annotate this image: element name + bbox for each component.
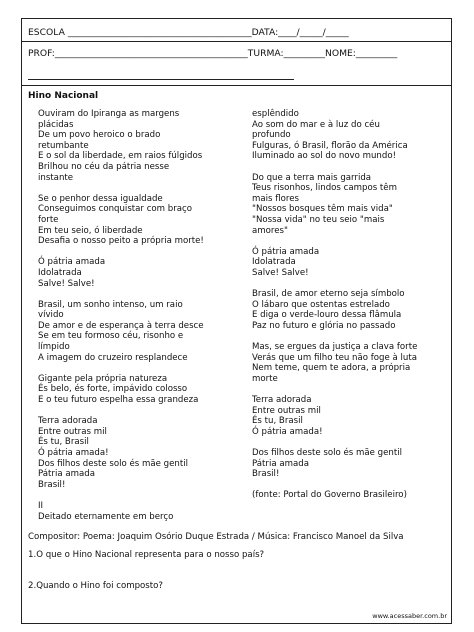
- right-lyrics-column: [252, 109, 417, 512]
- lyric-line: (fonte: Portal do Governo Brasileiro): [252, 490, 407, 501]
- lyric-line: Salve! Salve!: [252, 267, 309, 278]
- lyric-line: És tu, Brasil: [38, 437, 89, 448]
- lyric-line: Entre outras mil: [38, 426, 107, 437]
- lyric-line: Paz no futuro e glória no passado: [252, 320, 396, 331]
- stanza: [38, 194, 204, 247]
- lyric-line: Verás que um filho teu não foge à luta: [252, 352, 417, 363]
- lyric-line: instante: [38, 172, 74, 183]
- lyric-line: Ouviram do Ipiranga as margens: [38, 109, 180, 119]
- lyric-line: profundo: [252, 130, 291, 141]
- section-divider: [22, 85, 451, 86]
- stanza: [252, 109, 417, 162]
- lyric-line: Se o penhor dessa igualdade: [38, 193, 163, 204]
- lyric-line: Brasil!: [38, 479, 66, 490]
- lyric-line: Salve! Salve!: [38, 278, 95, 289]
- stanza: [252, 490, 417, 501]
- left-lyrics-column: [38, 109, 204, 533]
- lyric-line: Desafia o nosso peito a própria morte!: [38, 236, 204, 247]
- stanza: [252, 342, 417, 384]
- lyric-line: amores": [252, 225, 288, 236]
- lyric-line: Deitado eternamente em berço: [38, 511, 174, 522]
- lyric-line: Conseguimos conquistar com braço: [38, 204, 193, 215]
- question-1: 1.O que o Hino Nacional representa para o nosso país?: [28, 550, 265, 560]
- lyric-line: esplêndido: [252, 109, 299, 119]
- stanza: [252, 173, 417, 237]
- stanza: [38, 300, 204, 364]
- lyric-line: Terra adorada: [252, 395, 312, 406]
- lyric-line: Dos filhos deste solo és mãe gentil: [252, 448, 403, 458]
- lyric-line: Brasil!: [252, 469, 280, 480]
- lyric-line: Brilhou no céu da pátria nesse: [38, 161, 170, 172]
- worksheet: [21, 18, 452, 624]
- lyric-line: Idolatrada: [252, 257, 296, 268]
- lyric-line: Ó pátria amada!: [252, 426, 323, 437]
- lyric-line: Fulguras, ó Brasil, florão da América: [252, 140, 408, 151]
- lyric-line: E o sol da liberdade, em raios fúlgidos: [38, 151, 203, 162]
- lyric-line: Pátria amada: [38, 469, 95, 480]
- lyric-line: Do que a terra mais garrida: [252, 172, 372, 183]
- composer-credit: Compositor: Poema: Joaquim Osório Duque Estrada / Música: Francisco Manoel da Silva: [28, 532, 404, 542]
- lyric-line: Brasil, um sonho intenso, um raio: [38, 299, 183, 310]
- lyric-line: Ó pátria amada!: [38, 448, 109, 458]
- lyric-line: II: [38, 500, 44, 511]
- lyric-line: mais flores: [252, 193, 300, 204]
- page-title: Hino Nacional: [28, 91, 99, 101]
- lyric-line: forte: [38, 214, 59, 225]
- lyric-line: E o teu futuro espelha essa grandeza: [38, 395, 199, 406]
- lyric-line: Entre outras mil: [252, 405, 321, 416]
- lyric-line: Se em teu formoso céu, risonho e: [38, 331, 184, 342]
- lyric-line: De um povo heroico o brado: [38, 130, 161, 141]
- stanza: [38, 501, 204, 522]
- lyric-line: De amor e de esperança à terra desce: [38, 320, 204, 331]
- lyric-line: límpido: [38, 342, 70, 353]
- lyric-line: O lábaro que ostentas estrelado: [252, 299, 390, 310]
- lyric-line: retumbante: [38, 140, 89, 151]
- school-date-line: ESCOLA ________________________________________DATA:____/_____/_____: [28, 27, 349, 38]
- stanza: [252, 247, 417, 279]
- lyric-line: Brasil, de amor eterno seja símbolo: [252, 289, 405, 300]
- lyric-line: Idolatrada: [38, 267, 82, 278]
- teacher-class-name-line: PROF:__________________________________________TURMA:_________NOME:_________: [28, 48, 398, 59]
- lyric-line: "Nossos bosques têm mais vida": [252, 204, 393, 215]
- lyric-line: plácidas: [38, 119, 74, 130]
- brand-watermark: www.acessaber.com.br: [372, 612, 447, 620]
- lyric-line: Nem teme, quem te adora, a própria: [252, 363, 411, 374]
- lyric-line: És tu, Brasil: [252, 416, 303, 427]
- lyric-line: Iluminado ao sol do novo mundo!: [252, 151, 397, 162]
- question-2: 2.Quando o Hino foi composto?: [28, 581, 163, 591]
- lyric-line: Ó pátria amada: [252, 246, 320, 257]
- stanza: [252, 448, 417, 480]
- blank-line: [28, 79, 294, 80]
- lyric-line: "Nossa vida" no teu seio "mais: [252, 214, 385, 225]
- lyric-line: Dos filhos deste solo és mãe gentil: [38, 458, 189, 469]
- lyric-line: Gigante pela própria natureza: [38, 373, 168, 384]
- lyric-line: Pátria amada: [252, 458, 309, 469]
- stanza: [38, 257, 204, 289]
- lyric-line: Terra adorada: [38, 416, 98, 427]
- lyric-line: Ó pátria amada: [38, 257, 106, 268]
- lyric-line: És belo, és forte, impávido colosso: [38, 384, 188, 395]
- stanza: [38, 109, 204, 183]
- stanza: [252, 395, 417, 437]
- stanza: [38, 374, 204, 406]
- lyric-line: Ao som do mar e à luz do céu: [252, 119, 380, 130]
- stanza: [252, 289, 417, 331]
- stanza: [38, 416, 204, 490]
- lyric-line: E diga o verde-louro dessa flâmula: [252, 310, 402, 321]
- lyric-line: Em teu seio, ó liberdade: [38, 225, 143, 236]
- header-divider: [22, 41, 451, 42]
- lyric-line: Teus risonhos, lindos campos têm: [252, 183, 397, 194]
- lyric-line: A imagem do cruzeiro resplandece: [38, 352, 188, 363]
- lyric-line: Mas, se ergues da justiça a clava forte: [252, 342, 418, 353]
- lyric-line: vívido: [38, 310, 64, 321]
- lyric-line: morte: [252, 373, 278, 384]
